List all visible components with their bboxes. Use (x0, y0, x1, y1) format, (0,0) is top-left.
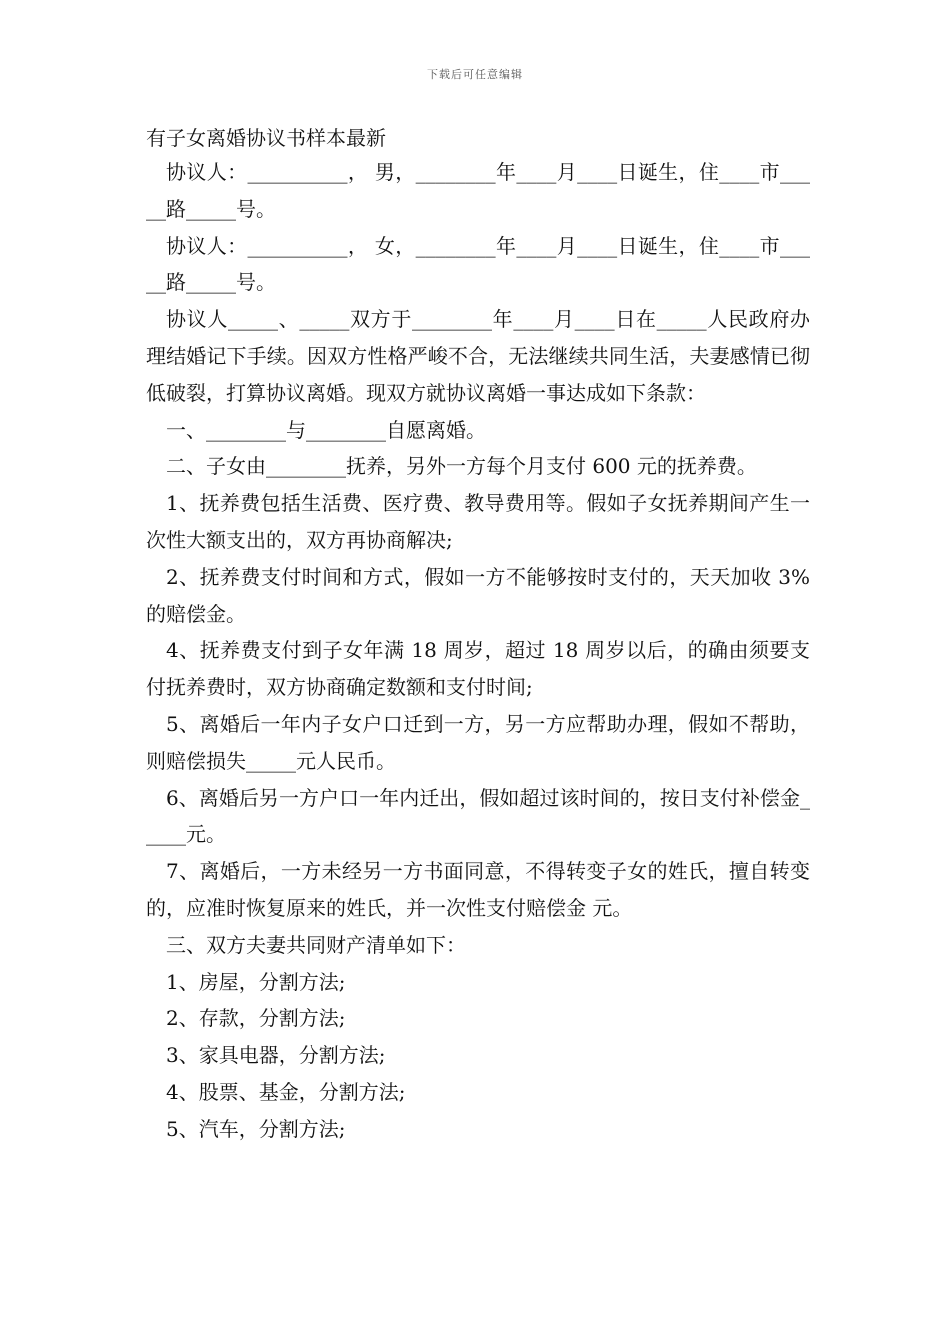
paragraph-clause-2: 二、子女由________抚养，另外一方每个月支付 600 元的抚养费。 (166, 454, 757, 479)
paragraph-party-male: 协议人：__________， 男，________年____月____日诞生，住____市_____路_____号。 (146, 160, 810, 221)
paragraph-property-stocks: 4、股票、基金，分割方法; (166, 1079, 406, 1104)
document-body (146, 154, 810, 1148)
paragraph-property-savings: 2、存款，分割方法; (166, 1006, 346, 1031)
paragraph-item-7: 7、离婚后，一方未经另一方书面同意，不得转变子女的姓氏，擅自转变的，应准时恢复原来的姓氏，并一次性支付赔偿金 元。 (146, 859, 810, 920)
paragraph-item-2: 2、抚养费支付时间和方式，假如一方不能够按时支付的，天天加收 3%的赔偿金。 (146, 564, 810, 626)
paragraph-clause-1: 一、________与________自愿离婚。 (166, 417, 486, 442)
document-title: 有子女离婚协议书样本最新 (146, 126, 386, 150)
paragraph-item-1: 1、抚养费包括生活费、医疗费、教导费用等。假如子女抚养期间产生一次性大额支出的，双方再协商解决; (146, 491, 810, 552)
paragraph-clause-3: 三、双方夫妻共同财产清单如下： (166, 932, 466, 957)
paragraph-property-furniture: 3、家具电器，分割方法; (166, 1043, 386, 1068)
paragraph-preamble: 协议人_____、_____双方于________年____月____日在_____人民政府办理结婚记下手续。因双方性格严峻不合，无法继续共同生活，夫妻感情已彻低破裂，打算协议离婚。现双方就协议离婚一事达成如下条款： (146, 307, 810, 405)
paragraph-item-4: 4、抚养费支付到子女年满 18 周岁，超过 18 周岁以后，的确由须要支付抚养费时，双方协商确定数额和支付时间; (146, 638, 810, 700)
page-header-note: 下载后可任意编辑 (427, 68, 523, 81)
paragraph-party-female: 协议人：__________， 女，________年____月____日诞生，住____市_____路_____号。 (146, 233, 810, 295)
paragraph-item-6: 6、离婚后另一方户口一年内迁出，假如超过该时间的，按日支付补偿金_____元。 (146, 785, 810, 847)
paragraph-property-house: 1、房屋，分割方法; (166, 969, 346, 994)
paragraph-item-5: 5、离婚后一年内子女户口迁到一方，另一方应帮助办理，假如不帮助，则赔偿损失_____元人民币。 (146, 711, 810, 773)
paragraph-property-car: 5、汽车，分割方法; (166, 1116, 346, 1141)
